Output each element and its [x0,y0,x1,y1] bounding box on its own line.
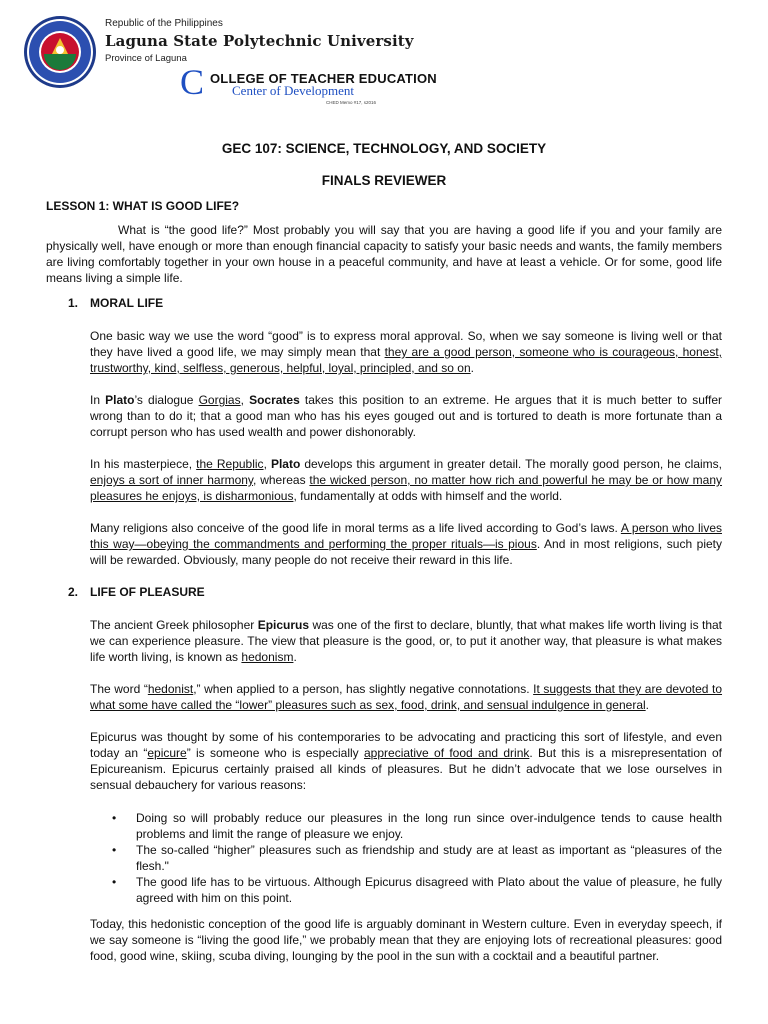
lesson-title: LESSON 1: WHAT IS GOOD LIFE? [46,199,240,213]
section-title: LIFE OF PLEASURE [90,585,205,599]
section-number: 2. [68,585,79,599]
underlined-text: A person who lives this way—obeying the commandments and performing the proper rituals—is pious [90,521,722,551]
university-header [105,18,414,64]
underlined-text: Gorgias [198,393,241,407]
underlined-text: It suggests that they are devoted to what some have called the “lower” pleasures such as sex, food, drink, and sensual indulgence in general [90,682,723,712]
underlined-text: epicure [147,746,187,760]
college-name: OLLEGE OF TEACHER EDUCATION [210,71,437,86]
underlined-text: the Republic [196,457,264,471]
underlined-text: hedonism [241,650,294,664]
college-subtitle: Center of Development [232,83,355,98]
university-name: Laguna State Polytechnic University [105,32,414,50]
paragraph-hedonistic-culture: Today, this hedonistic conception of the good life is arguably dominant in Western culture. Even in everyday speech, if we say someone is “living the good life,” we probably mean that they are enjoying lots of recreational pleasures: good food, good wine, skiing, scuba diving, lounging by the pool in the sun with a cocktail and a beautiful partner. [90,917,722,963]
reasons-bullet-list [112,810,722,906]
underlined-text: appreciative of food and drink [364,746,530,760]
province-text: Province of Laguna [105,53,187,64]
underlined-text: they are a good person, someone who is courageous, honest, trustworthy, kind, selfless, generous, helpful, loyal, principled, and so on [90,345,722,375]
list-item: • The so-called “higher” pleasures such as friendship and study are at least as important as “pleasures of the flesh." [112,842,722,874]
paragraph-epicurus: The ancient Greek philosopher Epicurus was one of the first to declare, bluntly, that what makes life worth living is that we can experience pleasure. The view that pleasure is the good, or, to put it another way, that pleasure is what makes life worth living, is known as hedonism. [90,618,722,664]
section-number: 1. [68,296,79,310]
list-item: • The good life has to be virtuous. Although Epicurus disagreed with Plato about the value of pleasure, he fully agreed with him on this point. [112,874,722,906]
paragraph-moral-approval: One basic way we use the word “good” is to express moral approval. So, when we say someone is living well or that they have lived a good life, we may simply mean that they are a good person, someone who is courageous, honest, trustworthy, kind, selfless, generous, helpful, loyal, principled, and so on. [90,329,722,375]
document-title: FINALS REVIEWER [321,173,447,188]
section-title: MORAL LIFE [90,296,164,310]
ched-memo: CHED Memo #17, s2016 [326,100,377,105]
underlined-text: enjoys a sort of inner harmony [90,473,254,487]
republic-text: Republic of the Philippines [105,18,223,29]
paragraph-epicure: Epicurus was thought by some of his contemporaries to be advocating and practicing this sort of lifestyle, and even today an “epicure” is someone who is especially appreciative of food and drink. But this is a misrepresentation of Epicureanism. Epicurus certainly praised all kinds of pleasures. But he didn’t advocate that we lose ourselves in sensual debauchery for various reasons: [90,730,723,792]
underlined-text: the wicked person, no matter how rich and powerful he may be or how many pleasures he enjoys, is disharmonious [90,473,723,503]
paragraph-plato-gorgias: In Plato’s dialogue Gorgias, Socrates takes this position to an extreme. He argues that it is much better to suffer wrong than to do it; that a good man who has his eyes gouged out and is tortured to death is more fortunate than a corrupt person who has used wealth and power dishonorably. [90,393,723,439]
college-logo-initial: C [180,62,205,102]
university-seal-logo [22,14,98,90]
paragraph-religions: Many religions also conceive of the good life in moral terms as a life lived according to God’s laws. A person who lives this way—obeying the commandments and performing the proper rituals—is pious. And in most religions, such piety will be rewarded. Obviously, many people do not receive their reward in this life. [90,521,722,567]
list-item: • Doing so will probably reduce our pleasures in the long run since over-indulgence tends to cause health problems and limit the range of pleasure we enjoy. [112,810,722,842]
course-title: GEC 107: SCIENCE, TECHNOLOGY, AND SOCIETY [221,141,547,156]
paragraph-hedonist: The word “hedonist,” when applied to a person, has slightly negative connotations. It suggests that they are devoted to what some have called the “lower” pleasures such as sex, food, drink, and sensual indulgence in general. [90,682,723,712]
section-heading-moral-life [68,296,163,310]
intro-paragraph: What is “the good life?” Most probably you will say that you are having a good life if you and your family are physically well, have enough or more than enough financial capacity to satisfy your basic needs and wants, the family members are living comfortably together in your own house in a peaceful community, and have at least a vehicle. Or for some, good life means living a simple life. [46,223,722,285]
section-heading-life-of-pleasure [68,585,205,599]
underlined-text: hedonist [147,682,194,696]
paragraph-republic: In his masterpiece, the Republic, Plato develops this argument in greater detail. The morally good person, he claims, enjoys a sort of inner harmony, whereas the wicked person, no matter how rich and powerful he may be or how many pleasures he enjoys, is disharmonious, fundamentally at odds with himself and the world. [90,457,723,503]
